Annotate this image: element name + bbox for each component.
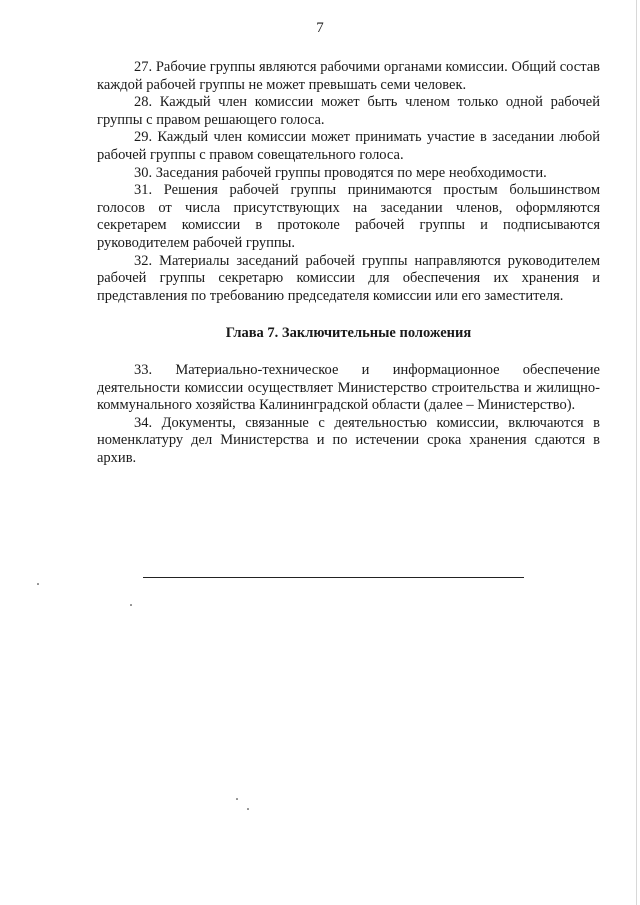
scan-speck [130, 604, 132, 606]
scan-edge [636, 0, 637, 905]
scan-speck [37, 583, 39, 585]
document-body [97, 59, 600, 467]
paragraph-34: 34. Документы, связанные с деятельностью комиссии, включаются в номенклатуру дел Министерства и по истечении срока хранения сдаются в архив. [97, 414, 600, 466]
scan-speck [236, 798, 238, 800]
paragraph-32: 32. Материалы заседаний рабочей группы направляются руководителем рабочей группы секретарю комиссии для обеспечения их хранения и представления по требованию председателя комиссии или его заместителя. [97, 252, 600, 304]
paragraph-28: 28. Каждый член комиссии может быть членом только одной рабочей группы с правом решающего голоса. [97, 94, 600, 128]
paragraph-27: 27. Рабочие группы являются рабочими органами комиссии. Общий состав каждой рабочей группы не может превышать семи человек. [97, 59, 600, 93]
paragraph-30: 30. Заседания рабочей группы проводятся по мере необходимости. [134, 164, 547, 181]
paragraph-29: 29. Каждый член комиссии может принимать участие в заседании любой рабочей группы с правом совещательного голоса. [97, 129, 600, 163]
paragraph-33: 33. Материально-техническое и информационное обеспечение деятельности комиссии осуществляет Министерство строительства и жилищно-коммунального хозяйства Калининградской области (далее – Министерство). [97, 361, 600, 414]
paragraph-31: 31. Решения рабочей группы принимаются простым большинством голосов от числа присутствующих на заседании членов, оформляются секретарем комиссии в протоколе рабочей группы и подписываются руководителем рабочей группы. [97, 182, 600, 251]
page-number: 7 [316, 20, 324, 36]
scan-speck [247, 808, 249, 810]
closing-rule [143, 577, 524, 578]
chapter-heading: Глава 7. Заключительные положения [225, 325, 472, 342]
